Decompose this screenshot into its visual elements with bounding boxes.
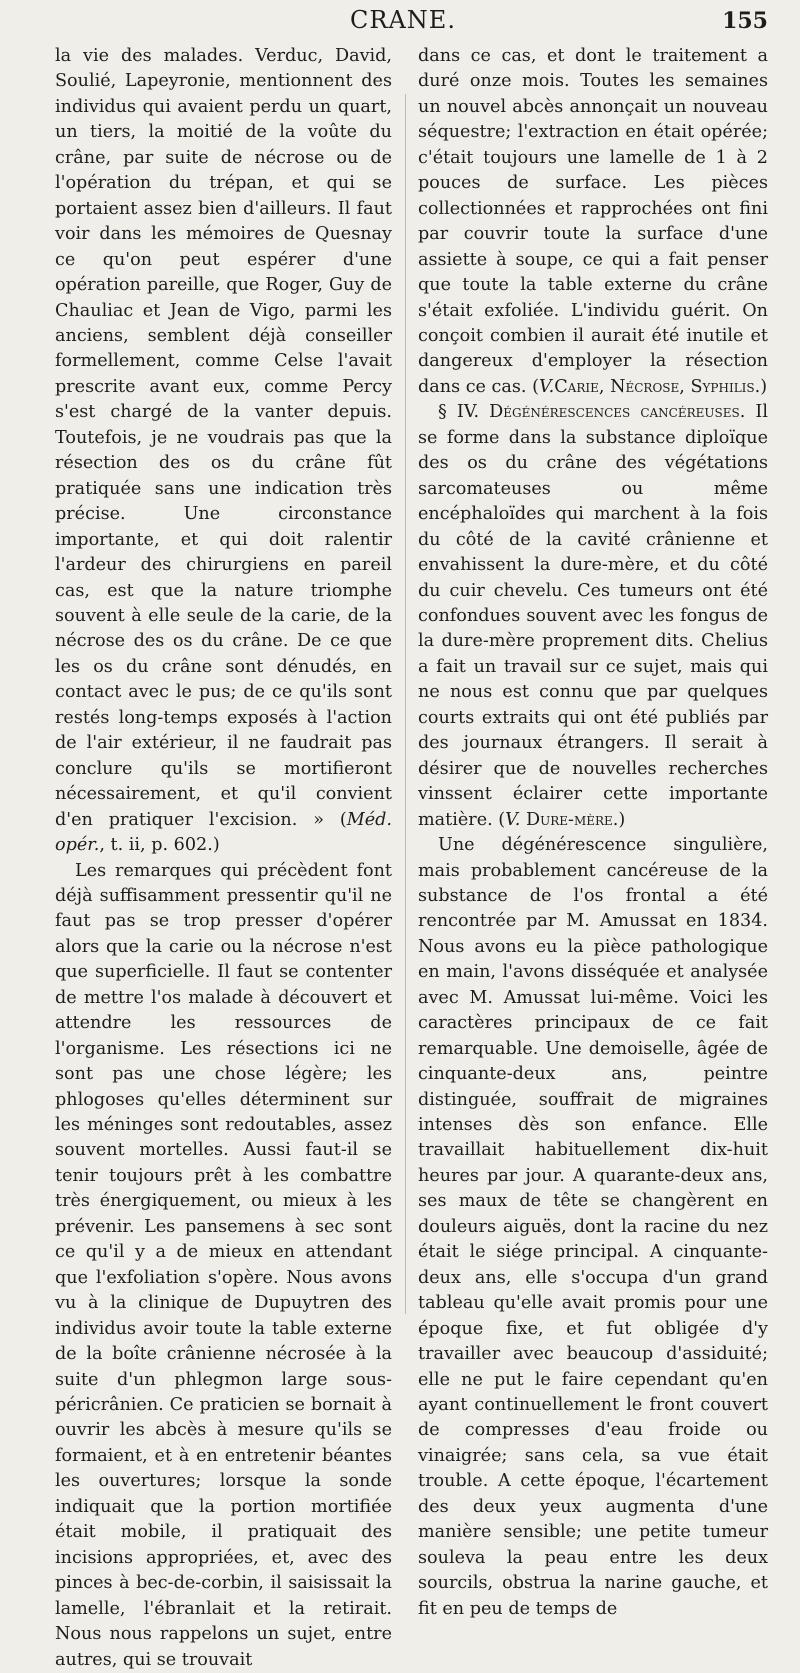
see-also-marker: V. bbox=[505, 810, 520, 830]
closing-parenthesis: ) bbox=[760, 377, 767, 397]
citation-reference: , t. ii, p. 602.) bbox=[99, 835, 219, 855]
left-column bbox=[55, 44, 392, 1673]
section-title: Dégénérescences cancéreuses. bbox=[489, 402, 745, 422]
paragraph-remarks: Les remarques qui précèdent font déjà suffisamment pressentir qu'il ne faut pas se trop presser d'opérer alors que la carie ou la nécrose n'est que superficielle. Il faut se contenter de mettre l'os malade à découvert et attendre les ressources de l'organisme. Les résections ici ne sont pas une chose légère; les phlogoses qu'elles déterminent sur les méninges sont redoutables, assez souvent mortelles. Aussi faut-il se tenir toujours prêt à les combattre très énergiquement, ou mieux à les prévenir. Les pansemens à sec sont ce qu'il y a de mieux en attendant que l'exfoliation s'opère. Nous avons vu à la clinique de Dupuytren des individus avoir toute la table externe de la boîte crânienne nécrosée à la suite d'un phlegmon large sous-péricrânien. Ce praticien se bornait à ouvrir les abcès à mesure qu'ils se formaient, et à en entretenir béantes les ouvertures; lorsque la sonde indiquait que la portion mortifiée était mobile, il pratiquait des incisions appropriées, et, avec des pinces à bec-de-corbin, il saisissait la lamelle, l'ébranlait et la retirait. Nous nous rappelons un sujet, entre autres, qui se trouvait bbox=[55, 859, 392, 1673]
section-number: § IV. bbox=[438, 402, 479, 422]
right-column bbox=[418, 44, 768, 1622]
paragraph-text: Il se forme dans la substance diploïque des os du crâne des végétations sarcomateuses ou même encéphaloïdes qui marchent à la fois du côté de la cavité crânienne et envahissent la dure-mère, et du côté du cuir chevelu. Ces tumeurs ont été confondues souvent avec les fongus de la dure-mère proprement dits. Chelius a fait un travail sur ce sujet, mais qui ne nous est connu que par quelques courts extraits qui ont été publiés par des journaux étrangers. Il serait à désirer que de nouvelles recherches vinssent éclairer cette importante matière. ( bbox=[418, 402, 768, 829]
closing-parenthesis: ) bbox=[618, 810, 625, 830]
paragraph-treatment bbox=[418, 44, 768, 400]
page-number: 155 bbox=[722, 8, 768, 34]
paragraph-text: dans ce cas, et dont le traitement a duré onze mois. Toutes les semaines un nouvel abcès annonçait un nouveau séquestre; l'extraction en était opérée; c'était toujours une lamelle de 1 à 2 pouces de surface. Les pièces collectionnées et rapprochées ont fini par couvrir toute la surface d'une assiette à soupe, ce qui a fait penser que toute la table externe du crâne s'était exfoliée. L'individu guérit. On conçoit combien il aurait été inutile et dangereux d'employer la résection dans ce cas. ( bbox=[418, 46, 768, 397]
paragraph-case-report: Une dégénérescence singulière, mais probablement cancéreuse de la substance de l'os frontal a été rencontrée par M. Amussat en 1834. Nous avons eu la pièce pathologique en main, l'avons disséquée et analysée avec M. Amussat lui-même. Voici les caractères principaux de ce fait remarquable. Une demoiselle, âgée de cinquante-deux ans, peintre distinguée, souffrait de migraines intenses dès son enfance. Elle travaillait habituellement dix-huit heures par jour. A quarante-deux ans, ses maux de tête se changèrent en douleurs aiguës, dont la racine du nez était le siége principal. A cinquante-deux ans, elle s'occupa d'un grand tableau qu'elle avait promis pour une époque fixe, et fut obligée d'y travailler avec beaucoup d'assiduité; elle ne put le faire cependant qu'en ayant continuellement le front couvert de compresses d'eau froide ou vinaigrée; sans cela, sa vue était trouble. A cette époque, l'écartement des deux yeux augmenta d'une manière sensible; une petite tumeur souleva la peau entre les deux sourcils, obstrua la narine gauche, et fit en peu de temps de bbox=[418, 833, 768, 1622]
running-head bbox=[38, 6, 768, 42]
column-divider bbox=[405, 94, 406, 1314]
running-head-title: CRANE. bbox=[38, 6, 768, 34]
paragraph-section-iv bbox=[418, 400, 768, 833]
see-also-reference: Dure-mère. bbox=[526, 810, 618, 830]
see-also-marker: V. bbox=[539, 377, 554, 397]
citation-title: Méd. opér. bbox=[55, 810, 392, 855]
paragraph-text: la vie des malades. Verduc, David, Soulié, Lapeyronie, mentionnent des individus qui avaient perdu un quart, un tiers, la moitié de la voûte du crâne, par suite de nécrose ou de l'opération du trépan, et qui se portaient assez bien d'ailleurs. Il faut voir dans les mémoires de Quesnay ce qu'on peut espérer d'une opération pareille, que Roger, Guy de Chauliac et Jean de Vigo, parmi les anciens, semblent déjà conseiller formellement, comme Celse l'avait prescrite avant eux, comme Percy s'est chargé de la vanter depuis. Toutefois, je ne voudrais pas que la résection des os du crâne fût pratiquée sans une indication très précise. Une circonstance importante, et qui doit ralentir l'ardeur des chirurgiens en pareil cas, est que la nature triomphe souvent à elle seule de la carie, de la nécrose des os du crâne. De ce que les os du crâne sont dénudés, en contact avec le pus; de ce qu'ils sont restés long-temps exposés à l'action de l'air extérieur, il ne faudrait pas conclure qu'ils se mortifieront nécessairement, et qu'il convient d'en pratiquer l'excision. » ( bbox=[55, 46, 392, 830]
see-also-references: Carie, Nécrose, Syphilis. bbox=[554, 377, 760, 397]
paragraph-quotation-end bbox=[55, 44, 392, 859]
